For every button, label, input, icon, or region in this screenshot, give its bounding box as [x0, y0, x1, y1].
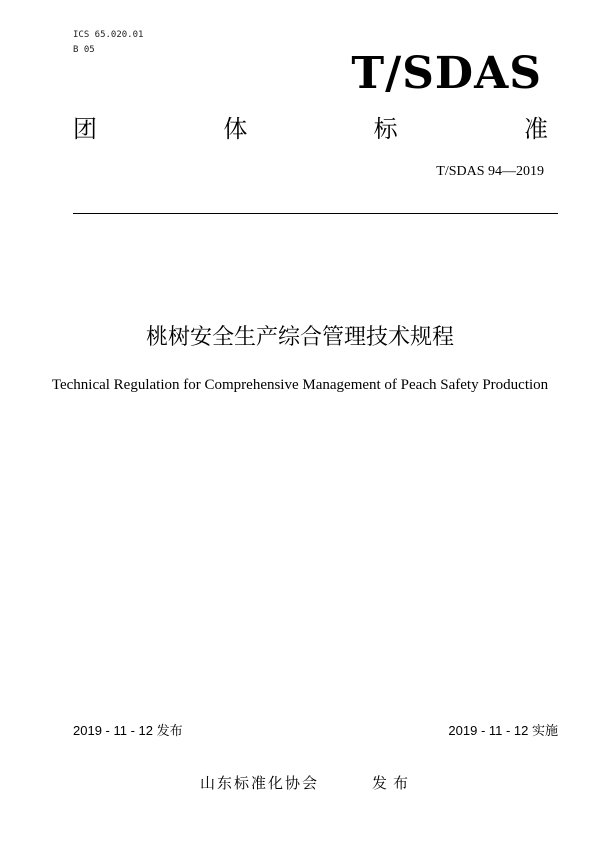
ccs-code: B 05 — [73, 45, 95, 55]
implementation-date: 2019 - 11 - 12 实施 — [448, 723, 558, 738]
document-type-heading — [73, 117, 548, 141]
doc-type-char: 体 — [223, 115, 248, 143]
doc-type-char: 标 — [373, 115, 398, 143]
title-english: Technical Regulation for Comprehensive Management of Peach Safety Production — [51, 377, 549, 393]
doc-type-char: 团 — [73, 115, 97, 143]
doc-type-char: 准 — [523, 115, 548, 143]
ics-code: ICS 65.020.01 — [73, 30, 144, 40]
header-divider — [73, 213, 558, 214]
document-number: T/SDAS 94—2019 — [436, 164, 544, 179]
issue-date: 2019 - 11 - 12 发布 — [73, 723, 183, 738]
issuing-organization: 山东标准化协会 — [200, 774, 320, 792]
issue-label: 发布 — [372, 774, 415, 792]
title-chinese: 桃树安全生产综合管理技术规程 — [145, 325, 454, 350]
standard-brand-logo: T/SDAS — [351, 48, 542, 99]
